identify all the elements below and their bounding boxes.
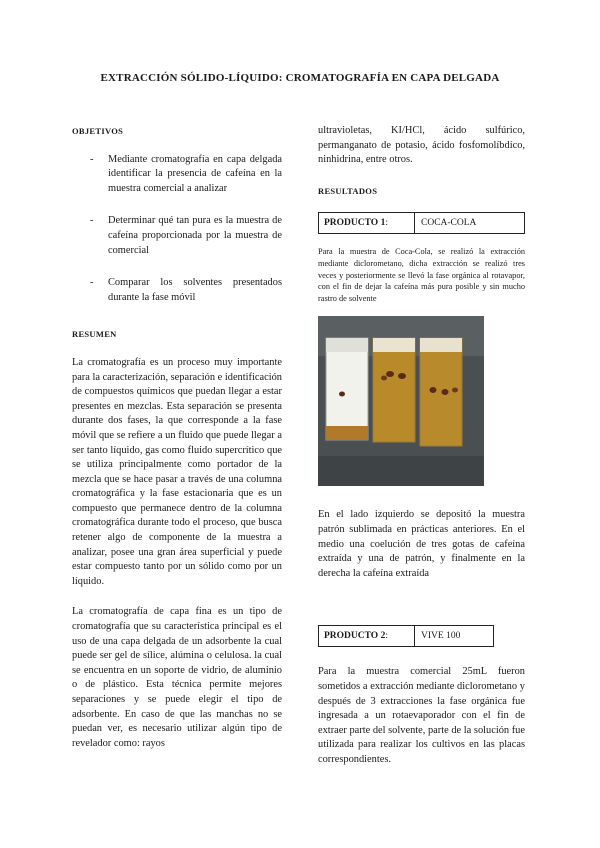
resumen-paragraph-2: La cromatografía de capa fina es un tipo de cromatografía que su característica principal es el uso de una capa delgada de un adsorbente la cual puede ser gel de sílice, alúmina o celulosa. la cual se encuentra en un soporte de vidrio, de aluminio o de plástico. Esta técnica permite mejores separaciones y se puede elegir el tipo de adsorbente. En caso de que las manchas no se puedan ver, es necesario utilizar algún tipo de revelador como: rayos — [72, 606, 282, 749]
list-item: - Determinar qué tan pura es la muestra de cafeína proporcionada por la muestra de comercial — [90, 215, 282, 256]
producto-2-description: Para la muestra comercial 25mL fueron sometidos a extracción mediante diclorometano y después de 3 extracciones la fase orgánica fue ingresada a un rotaevaporador con el fin de extraer parte del solvente, parte de la solución fue utilizada para realizar los cultivos en las placas correspondientes. — [318, 666, 525, 765]
objetivos-heading: OBJETIVOS — [72, 126, 124, 136]
producto-2-box: PRODUCTO 2 : VIVE 100 — [318, 625, 494, 647]
bullet-dash: - — [90, 215, 94, 227]
resumen-paragraph-1: La cromatografía es un proceso muy importante para la caracterización, separación e identificación de compuestos químicos que puedan llegar a estar presentes en mezclas. Esta separación se presenta durante dos fases, la que corresponde a la fase móvil que se refiere a un fluido que puede llegar a ser tanto líquido, gas como fluido supercrítico que se utiliza principalmente como portador de la mezcla que se hace pasar a través de una columna cromatográfica y la fase estacionaria que es un compuesto que permanece dentro de la columna cromatográfica durante todo el proceso, que busca retener algo de componente de la muestra a analizar, posee una gran área superficial y puede estar compuesto tanto por un sólido como por un líquido. — [72, 356, 282, 587]
bullet-dash: - — [90, 153, 94, 165]
tlc-plates-photo — [318, 316, 484, 486]
tlc-plates-image — [318, 316, 484, 486]
list-item: - Comparar los solventes presentados durante la fase móvil — [90, 277, 282, 303]
list-item: - Mediante cromatografía en capa delgada identificar la presencia de cafeína en la muestra comercial a analizar — [90, 153, 282, 194]
producto-1-value: COCA-COLA — [421, 218, 477, 229]
producto-2-value: VIVE 100 — [421, 631, 461, 642]
producto-2-label: PRODUCTO 2 — [324, 631, 386, 642]
right-column — [318, 124, 525, 783]
left-column — [72, 124, 282, 767]
resumen-paragraph-2-continued: ultravioletas, KI/HCl, ácido sulfúrico, permanganato de potasio, ácido fosfomolíbdico, ninhidrina, entre otros. — [318, 125, 525, 166]
producto-1-caption: Para la muestra de Coca-Cola, se realizó la extracción mediante diclorometano, dicha extracción se realizó tres veces y posteriormente se llevó la fase orgánica al rotavapor, con el fin de dejar la cafeína más pura posible y sin mucho rastro de solvente — [318, 247, 525, 303]
resumen-heading: RESUMEN — [72, 329, 117, 340]
page-title: EXTRACCIÓN SÓLIDO-LÍQUIDO: CROMATOGRAFÍA EN CAPA DELGADA — [100, 72, 500, 84]
objetivos-list — [72, 153, 282, 306]
producto-1-label: PRODUCTO 1 — [324, 218, 386, 229]
producto-1-box: PRODUCTO 1 : COCA-COLA — [318, 212, 525, 234]
resultados-heading: RESULTADOS — [318, 185, 378, 196]
producto-1-description: En el lado izquierdo se depositó la muestra patrón sublimada en prácticas anteriores. En el medio una coelución de tres gotas de cafeína extraída y una de patrón, y finalmente en la derecha la cafeína extraída — [318, 509, 525, 579]
bullet-dash: - — [90, 277, 94, 289]
